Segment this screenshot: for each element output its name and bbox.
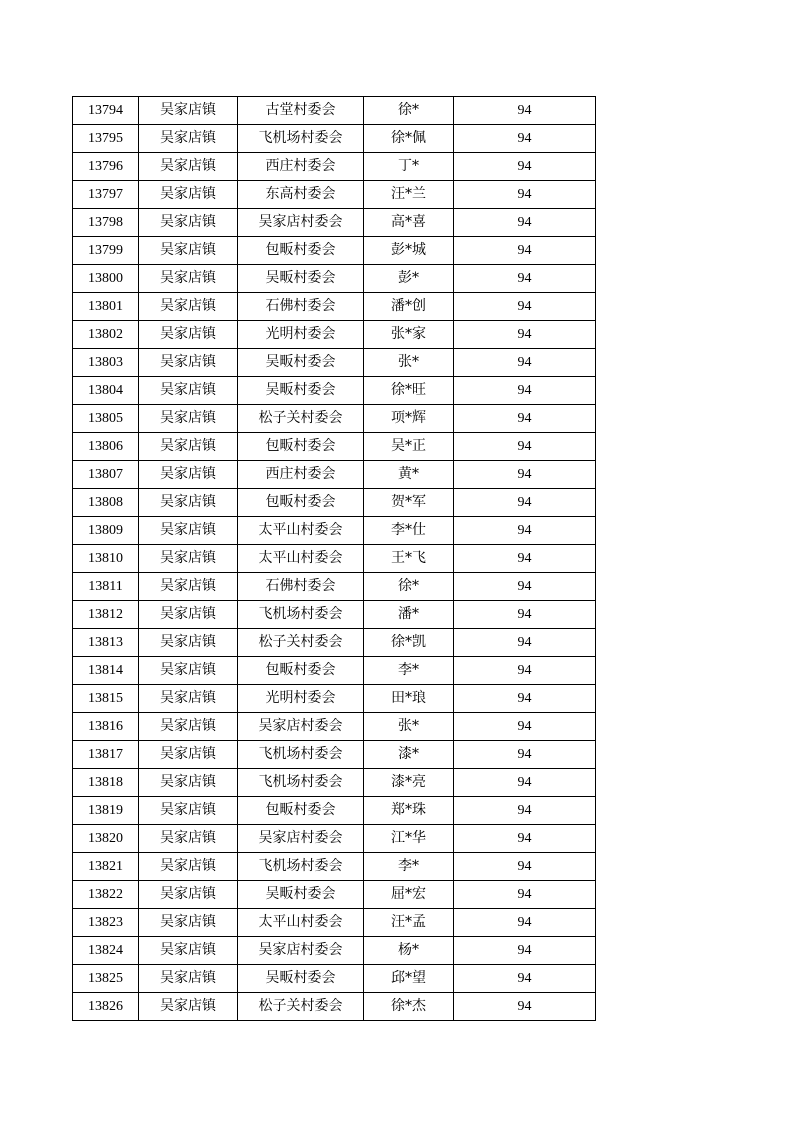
person-name-cell: 彭*城	[364, 237, 454, 265]
record-id-cell: 13805	[73, 405, 139, 433]
village-committee-cell: 太平山村委会	[238, 517, 364, 545]
score-cell: 94	[454, 601, 596, 629]
town-cell: 吴家店镇	[139, 461, 238, 489]
record-id-cell: 13823	[73, 909, 139, 937]
town-cell: 吴家店镇	[139, 125, 238, 153]
record-id-cell: 13815	[73, 685, 139, 713]
person-name-cell: 徐*凯	[364, 629, 454, 657]
table-row	[73, 97, 596, 125]
table-row	[73, 153, 596, 181]
table-row	[73, 349, 596, 377]
village-committee-cell: 吴家店村委会	[238, 937, 364, 965]
town-cell: 吴家店镇	[139, 405, 238, 433]
score-cell: 94	[454, 97, 596, 125]
score-cell: 94	[454, 461, 596, 489]
score-cell: 94	[454, 181, 596, 209]
person-name-cell: 吴*正	[364, 433, 454, 461]
record-id-cell: 13821	[73, 853, 139, 881]
village-committee-cell: 东高村委会	[238, 181, 364, 209]
table-row	[73, 909, 596, 937]
record-id-cell: 13819	[73, 797, 139, 825]
table-row	[73, 517, 596, 545]
record-id-cell: 13814	[73, 657, 139, 685]
table-row	[73, 265, 596, 293]
score-cell: 94	[454, 405, 596, 433]
village-committee-cell: 飞机场村委会	[238, 741, 364, 769]
table-row	[73, 769, 596, 797]
village-committee-cell: 包畈村委会	[238, 489, 364, 517]
person-name-cell: 徐*	[364, 97, 454, 125]
person-name-cell: 杨*	[364, 937, 454, 965]
village-committee-cell: 松子关村委会	[238, 629, 364, 657]
town-cell: 吴家店镇	[139, 601, 238, 629]
record-id-cell: 13807	[73, 461, 139, 489]
table-row	[73, 237, 596, 265]
person-name-cell: 项*辉	[364, 405, 454, 433]
person-name-cell: 漆*亮	[364, 769, 454, 797]
score-cell: 94	[454, 853, 596, 881]
town-cell: 吴家店镇	[139, 377, 238, 405]
record-id-cell: 13826	[73, 993, 139, 1021]
score-cell: 94	[454, 265, 596, 293]
table-row	[73, 825, 596, 853]
record-id-cell: 13796	[73, 153, 139, 181]
village-committee-cell: 松子关村委会	[238, 405, 364, 433]
table-row	[73, 993, 596, 1021]
table-row	[73, 125, 596, 153]
town-cell: 吴家店镇	[139, 685, 238, 713]
score-cell: 94	[454, 321, 596, 349]
village-committee-cell: 飞机场村委会	[238, 769, 364, 797]
village-committee-cell: 包畈村委会	[238, 433, 364, 461]
score-cell: 94	[454, 741, 596, 769]
village-committee-cell: 吴家店村委会	[238, 209, 364, 237]
table-row	[73, 433, 596, 461]
town-cell: 吴家店镇	[139, 433, 238, 461]
score-cell: 94	[454, 517, 596, 545]
person-name-cell: 李*仕	[364, 517, 454, 545]
table-row	[73, 209, 596, 237]
person-name-cell: 丁*	[364, 153, 454, 181]
person-name-cell: 邱*望	[364, 965, 454, 993]
record-id-cell: 13812	[73, 601, 139, 629]
record-id-cell: 13801	[73, 293, 139, 321]
table-row	[73, 657, 596, 685]
village-committee-cell: 吴畈村委会	[238, 265, 364, 293]
record-id-cell: 13813	[73, 629, 139, 657]
town-cell: 吴家店镇	[139, 97, 238, 125]
table-row	[73, 965, 596, 993]
town-cell: 吴家店镇	[139, 993, 238, 1021]
person-name-cell: 江*华	[364, 825, 454, 853]
record-id-cell: 13818	[73, 769, 139, 797]
village-committee-cell: 古堂村委会	[238, 97, 364, 125]
score-cell: 94	[454, 909, 596, 937]
score-cell: 94	[454, 377, 596, 405]
score-cell: 94	[454, 629, 596, 657]
record-id-cell: 13797	[73, 181, 139, 209]
table-row	[73, 853, 596, 881]
score-cell: 94	[454, 825, 596, 853]
score-cell: 94	[454, 657, 596, 685]
score-cell: 94	[454, 573, 596, 601]
table-row	[73, 741, 596, 769]
town-cell: 吴家店镇	[139, 237, 238, 265]
person-name-cell: 汪*孟	[364, 909, 454, 937]
table-row	[73, 545, 596, 573]
person-name-cell: 屈*宏	[364, 881, 454, 909]
table-row	[73, 377, 596, 405]
score-cell: 94	[454, 965, 596, 993]
table-row	[73, 713, 596, 741]
village-committee-cell: 松子关村委会	[238, 993, 364, 1021]
village-committee-cell: 吴畈村委会	[238, 965, 364, 993]
person-name-cell: 张*	[364, 713, 454, 741]
record-id-cell: 13824	[73, 937, 139, 965]
village-committee-cell: 光明村委会	[238, 321, 364, 349]
village-committee-cell: 吴畈村委会	[238, 881, 364, 909]
town-cell: 吴家店镇	[139, 853, 238, 881]
score-cell: 94	[454, 713, 596, 741]
record-id-cell: 13795	[73, 125, 139, 153]
table-row	[73, 601, 596, 629]
table-row	[73, 629, 596, 657]
score-cell: 94	[454, 685, 596, 713]
score-cell: 94	[454, 545, 596, 573]
town-cell: 吴家店镇	[139, 293, 238, 321]
record-id-cell: 13806	[73, 433, 139, 461]
village-committee-cell: 石佛村委会	[238, 573, 364, 601]
score-cell: 94	[454, 349, 596, 377]
town-cell: 吴家店镇	[139, 573, 238, 601]
village-committee-cell: 吴家店村委会	[238, 825, 364, 853]
village-committee-cell: 包畈村委会	[238, 657, 364, 685]
table-row	[73, 293, 596, 321]
record-id-cell: 13825	[73, 965, 139, 993]
person-name-cell: 彭*	[364, 265, 454, 293]
score-cell: 94	[454, 153, 596, 181]
village-committee-cell: 吴畈村委会	[238, 349, 364, 377]
person-name-cell: 郑*珠	[364, 797, 454, 825]
village-committee-cell: 石佛村委会	[238, 293, 364, 321]
table-body	[73, 97, 596, 1021]
record-id-cell: 13799	[73, 237, 139, 265]
score-cell: 94	[454, 993, 596, 1021]
score-cell: 94	[454, 209, 596, 237]
table-row	[73, 181, 596, 209]
village-committee-cell: 光明村委会	[238, 685, 364, 713]
record-id-cell: 13803	[73, 349, 139, 377]
town-cell: 吴家店镇	[139, 881, 238, 909]
town-cell: 吴家店镇	[139, 153, 238, 181]
table-row	[73, 405, 596, 433]
town-cell: 吴家店镇	[139, 209, 238, 237]
record-id-cell: 13808	[73, 489, 139, 517]
record-id-cell: 13811	[73, 573, 139, 601]
village-committee-cell: 包畈村委会	[238, 237, 364, 265]
town-cell: 吴家店镇	[139, 489, 238, 517]
score-cell: 94	[454, 125, 596, 153]
person-name-cell: 徐*佩	[364, 125, 454, 153]
table-row	[73, 489, 596, 517]
table-row	[73, 685, 596, 713]
record-id-cell: 13802	[73, 321, 139, 349]
village-committee-cell: 太平山村委会	[238, 545, 364, 573]
score-cell: 94	[454, 433, 596, 461]
town-cell: 吴家店镇	[139, 965, 238, 993]
table-row	[73, 797, 596, 825]
score-cell: 94	[454, 937, 596, 965]
town-cell: 吴家店镇	[139, 797, 238, 825]
record-id-cell: 13798	[73, 209, 139, 237]
town-cell: 吴家店镇	[139, 713, 238, 741]
score-cell: 94	[454, 237, 596, 265]
person-name-cell: 李*	[364, 657, 454, 685]
person-name-cell: 贺*军	[364, 489, 454, 517]
table-row	[73, 573, 596, 601]
town-cell: 吴家店镇	[139, 909, 238, 937]
person-name-cell: 徐*	[364, 573, 454, 601]
record-id-cell: 13800	[73, 265, 139, 293]
records-table	[72, 96, 596, 1021]
village-committee-cell: 西庄村委会	[238, 461, 364, 489]
person-name-cell: 黄*	[364, 461, 454, 489]
score-cell: 94	[454, 797, 596, 825]
person-name-cell: 汪*兰	[364, 181, 454, 209]
town-cell: 吴家店镇	[139, 657, 238, 685]
record-id-cell: 13810	[73, 545, 139, 573]
town-cell: 吴家店镇	[139, 181, 238, 209]
table-row	[73, 881, 596, 909]
person-name-cell: 张*	[364, 349, 454, 377]
village-committee-cell: 西庄村委会	[238, 153, 364, 181]
score-cell: 94	[454, 489, 596, 517]
record-id-cell: 13794	[73, 97, 139, 125]
person-name-cell: 田*琅	[364, 685, 454, 713]
village-committee-cell: 太平山村委会	[238, 909, 364, 937]
table-row	[73, 461, 596, 489]
town-cell: 吴家店镇	[139, 937, 238, 965]
person-name-cell: 张*家	[364, 321, 454, 349]
record-id-cell: 13820	[73, 825, 139, 853]
score-cell: 94	[454, 769, 596, 797]
person-name-cell: 潘*	[364, 601, 454, 629]
town-cell: 吴家店镇	[139, 825, 238, 853]
village-committee-cell: 飞机场村委会	[238, 853, 364, 881]
person-name-cell: 王*飞	[364, 545, 454, 573]
score-cell: 94	[454, 293, 596, 321]
village-committee-cell: 吴家店村委会	[238, 713, 364, 741]
town-cell: 吴家店镇	[139, 265, 238, 293]
person-name-cell: 潘*创	[364, 293, 454, 321]
town-cell: 吴家店镇	[139, 629, 238, 657]
person-name-cell: 漆*	[364, 741, 454, 769]
town-cell: 吴家店镇	[139, 349, 238, 377]
town-cell: 吴家店镇	[139, 321, 238, 349]
record-id-cell: 13816	[73, 713, 139, 741]
record-id-cell: 13822	[73, 881, 139, 909]
person-name-cell: 徐*杰	[364, 993, 454, 1021]
score-cell: 94	[454, 881, 596, 909]
town-cell: 吴家店镇	[139, 517, 238, 545]
village-committee-cell: 飞机场村委会	[238, 125, 364, 153]
town-cell: 吴家店镇	[139, 769, 238, 797]
table-row	[73, 937, 596, 965]
record-id-cell: 13809	[73, 517, 139, 545]
table-row	[73, 321, 596, 349]
village-committee-cell: 飞机场村委会	[238, 601, 364, 629]
village-committee-cell: 包畈村委会	[238, 797, 364, 825]
person-name-cell: 高*喜	[364, 209, 454, 237]
town-cell: 吴家店镇	[139, 545, 238, 573]
record-id-cell: 13804	[73, 377, 139, 405]
record-id-cell: 13817	[73, 741, 139, 769]
person-name-cell: 李*	[364, 853, 454, 881]
village-committee-cell: 吴畈村委会	[238, 377, 364, 405]
person-name-cell: 徐*旺	[364, 377, 454, 405]
town-cell: 吴家店镇	[139, 741, 238, 769]
